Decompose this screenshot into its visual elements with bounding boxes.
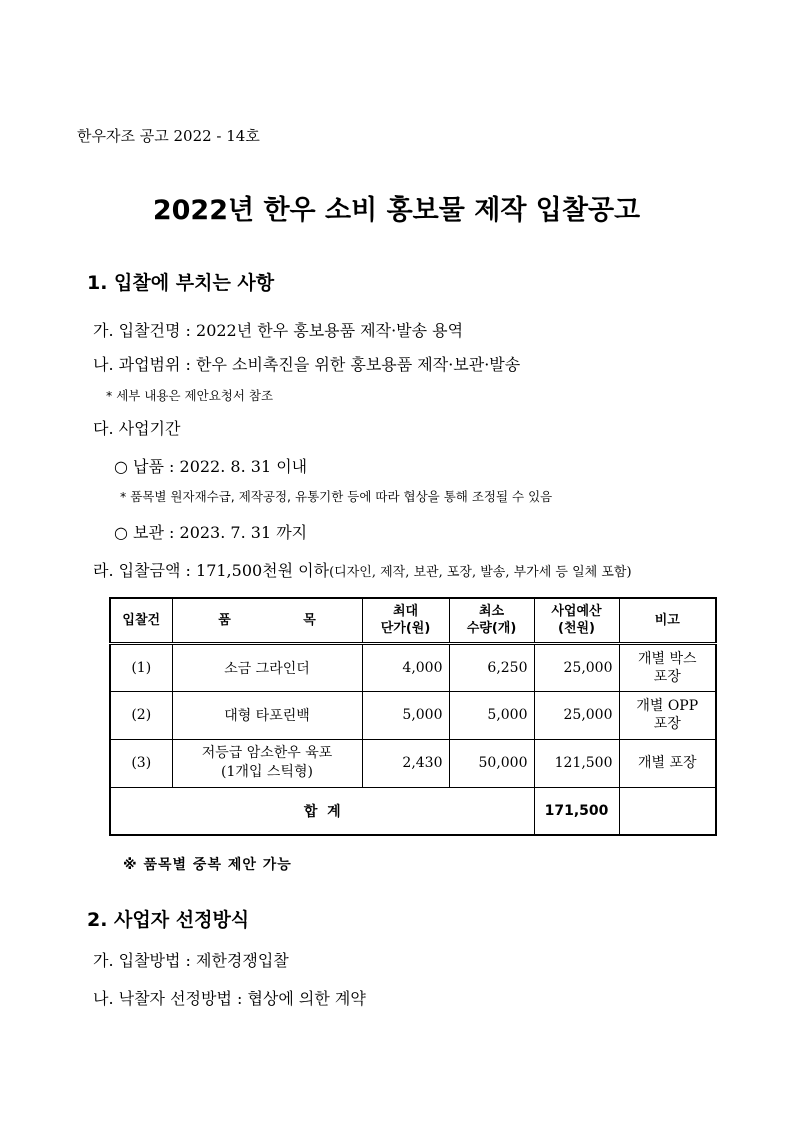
row-qty: 50,000 [449,739,534,787]
row-item-2: (1개입 스틱형) [221,764,313,780]
row-remark-2: 포장 [653,668,681,685]
row-remark: 개별 포장 [619,739,716,787]
scope-note: * 세부 내용은 제안요청서 참조 [106,388,274,403]
items-table [109,597,717,836]
table-row [110,691,716,739]
table-row [110,739,716,787]
header-bid-no: 입찰건 [110,598,172,643]
row-qty: 6,250 [449,643,534,691]
header-budget-2: (천원) [558,621,595,637]
row-remark [619,691,716,739]
row-item: 소금 그라인더 [172,643,362,691]
row-remark-2: 포장 [653,716,681,732]
bid-amount-detail: (디자인, 제작, 보관, 포장, 발송, 부가세 등 일체 포함) [329,565,632,580]
header-max-price-1: 최대 [392,604,419,620]
total-value: 171,500 [534,787,619,835]
row-budget: 121,500 [534,739,619,787]
row-item-1: 저등급 암소한우 육포 [201,745,333,761]
total-remark [619,787,716,835]
row-no: (2) [110,691,172,739]
delivery-note: * 품목별 원자재수급, 제작공정, 유통기한 등에 따라 협상을 통해 조정될 수 있음 [120,489,553,504]
row-no: (1) [110,643,172,691]
header-min-qty-1: 최소 [478,604,505,620]
table-note: ※ 품목별 중복 제안 가능 [123,857,292,873]
storage-line: ○ 보관 : 2023. 7. 31 까지 [114,523,308,542]
bid-name-line: 가. 입찰건명 : 2022년 한우 홍보용품 제작·발송 용역 [93,321,464,340]
page-title: 2022년 한우 소비 홍보물 제작 입찰공고 [152,195,641,226]
row-budget: 25,000 [534,691,619,739]
row-qty: 5,000 [449,691,534,739]
header-max-price [362,598,449,643]
header-budget-1: 사업예산 [551,604,602,620]
bid-amount-main: 라. 입찰금액 : 171,500천원 이하 [93,561,330,580]
row-no: (3) [110,739,172,787]
row-remark [619,643,716,691]
header-item: 품 목 [172,598,362,643]
header-budget [534,598,619,643]
row-remark-1: 개별 박스 [637,650,697,667]
header-min-qty [449,598,534,643]
delivery-line: ○ 납품 : 2022. 8. 31 이내 [114,457,308,476]
table-header-row [110,598,716,643]
document-number: 한우자조 공고 2022 - 14호 [77,127,260,145]
row-price: 4,000 [362,643,449,691]
row-price: 2,430 [362,739,449,787]
bid-amount-line [93,558,632,581]
scope-line: 나. 과업범위 : 한우 소비촉진을 위한 홍보용품 제작·보관·발송 [93,355,521,374]
section-1-heading: 1. 입찰에 부치는 사항 [87,272,275,294]
total-label: 합 계 [110,787,534,835]
selection-method-line: 나. 낙찰자 선정방법 : 협상에 의한 계약 [93,989,366,1008]
header-max-price-2: 단가(원) [380,621,431,637]
row-item: 대형 타포린백 [172,691,362,739]
section-2-heading: 2. 사업자 선정방식 [87,909,250,931]
row-budget: 25,000 [534,643,619,691]
row-remark-1: 개별 OPP [636,698,699,714]
table-row [110,643,716,691]
row-item [172,739,362,787]
header-remark: 비고 [619,598,716,643]
table-total-row [110,787,716,835]
period-line: 다. 사업기간 [93,419,181,438]
row-price: 5,000 [362,691,449,739]
bid-method-line: 가. 입찰방법 : 제한경쟁입찰 [93,951,289,970]
header-min-qty-2: 수량(개) [466,621,517,637]
